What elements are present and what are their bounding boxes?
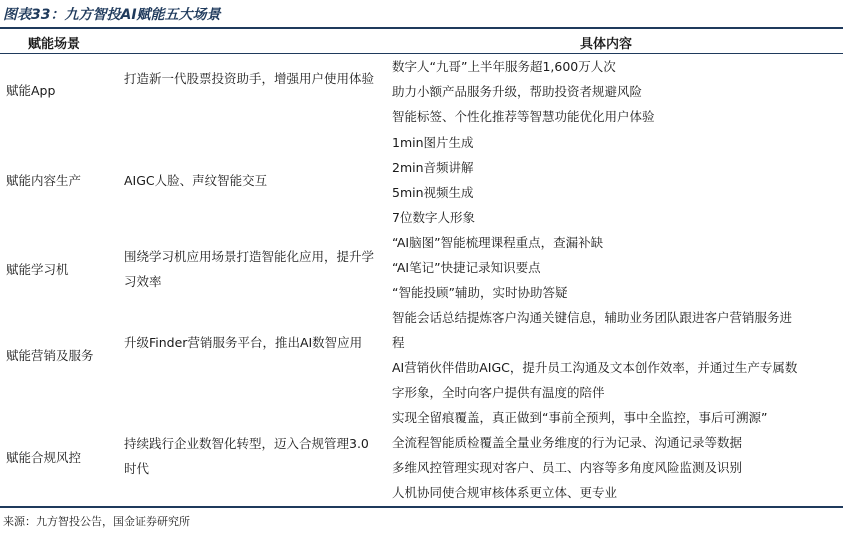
row-scene: 赋能学习机 (6, 262, 69, 277)
row-summary: AIGC人脸、声纹智能交互 (124, 173, 268, 188)
row-detail: 2min音频讲解 (392, 160, 474, 175)
row-detail: 数字人“九哥”上半年服务超1,600万人次 (392, 59, 616, 74)
figure-title: 图表33：九方智投AI赋能五大场景 (3, 7, 221, 23)
row-scene: 赋能内容生产 (6, 173, 82, 188)
row-detail: 程 (392, 335, 405, 350)
bottom-rule (0, 506, 843, 508)
row-detail: 人机协同使合规审核体系更立体、更专业 (392, 485, 618, 500)
row-scene: 赋能营销及服务 (6, 348, 94, 363)
source-note: 来源：九方智投公告，国金证券研究所 (3, 515, 190, 528)
row-summary: 升级Finder营销服务平台，推出AI数智应用 (124, 335, 363, 350)
row-detail: 助力小额产品服务升级，帮助投资者规避风险 (392, 84, 643, 99)
header-content: 具体内容 (580, 37, 633, 52)
row-detail: 智能标签、个性化推荐等智慧功能优化用户体验 (392, 109, 655, 124)
row-scene: 赋能合规风控 (6, 450, 82, 465)
row-detail: “AI脑图”智能梳理课程重点，查漏补缺 (392, 235, 604, 250)
row-detail: 智能会话总结提炼客户沟通关键信息，辅助业务团队跟进客户营销服务进 (392, 310, 793, 325)
row-summary: 打造新一代股票投资助手，增强用户使用体验 (124, 71, 375, 86)
row-detail: 全流程智能质检覆盖全量业务维度的行为记录、沟通记录等数据 (392, 435, 743, 450)
row-summary: 持续践行企业数智化转型，迈入合规管理3.0时代 (124, 436, 369, 476)
row-detail: 1min图片生成 (392, 135, 474, 150)
row-detail: “AI笔记”快捷记录知识要点 (392, 260, 541, 275)
header-scene: 赋能场景 (28, 37, 81, 52)
row-detail: 5min视频生成 (392, 185, 474, 200)
row-detail: 实现全留痕覆盖，真正做到“事前全预判，事中全监控，事后可溯源” (392, 410, 768, 425)
row-summary: 围绕学习机应用场景打造智能化应用，提升学习效率 (124, 249, 375, 289)
row-scene: 赋能App (6, 83, 56, 98)
row-detail: “智能投顾”辅助，实时协助答疑 (392, 285, 568, 300)
row-detail: 7位数字人形象 (392, 210, 475, 225)
row-detail: 字形象，全时向客户提供有温度的陪伴 (392, 385, 605, 400)
row-detail: AI营销伙伴借助AIGC，提升员工沟通及文本创作效率，并通过生产专属数 (392, 360, 798, 375)
top-rule (0, 27, 843, 29)
row-detail: 多维风控管理实现对客户、员工、内容等多角度风险监测及识别 (392, 460, 743, 475)
